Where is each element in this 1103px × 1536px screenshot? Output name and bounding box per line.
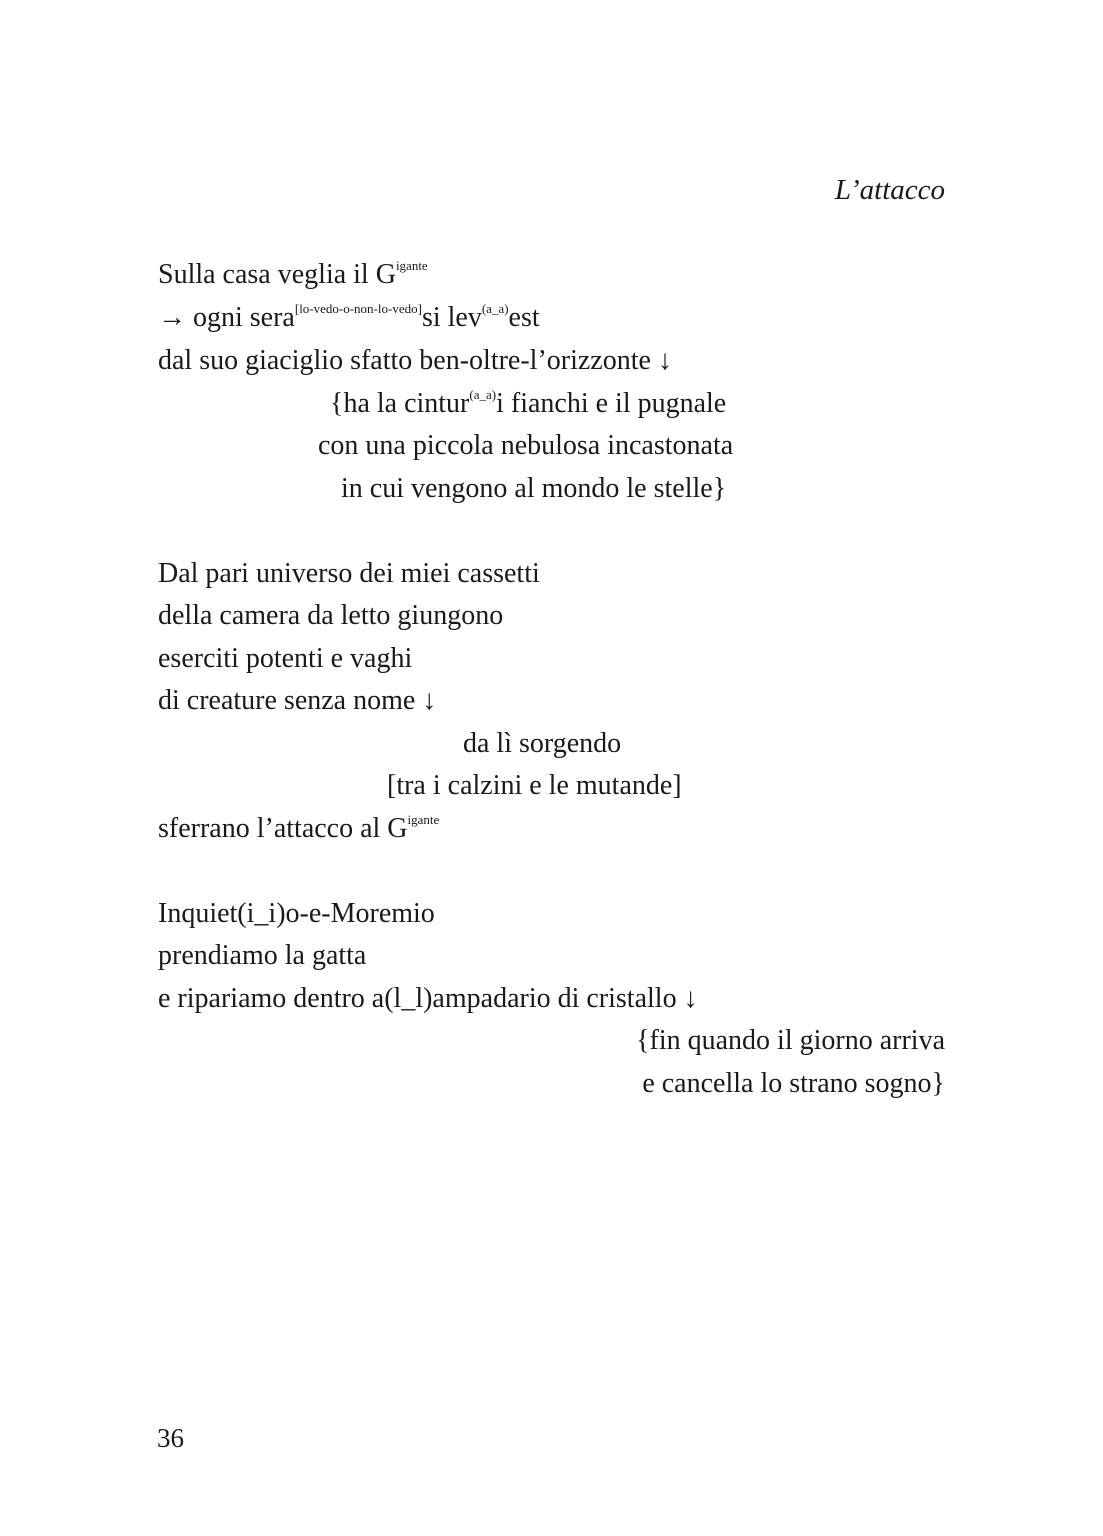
- poem-line: eserciti potenti e vaghi: [158, 643, 413, 674]
- poem-line: della camera da letto giungono: [158, 600, 504, 631]
- line-text: {ha la cintur: [330, 388, 470, 419]
- superscript-text: igante: [407, 812, 440, 827]
- poem-line: in cui vengono al mondo le stelle}: [341, 473, 727, 504]
- poem-line: [tra i calzini e le mutande]: [387, 770, 682, 801]
- poem-line: da lì sorgendo: [463, 728, 622, 759]
- page-number: 36: [157, 1423, 184, 1453]
- poem-line: di creature senza nome ↓: [158, 685, 437, 716]
- superscript-text: igante: [395, 258, 428, 273]
- poem-title: L’attacco: [834, 174, 945, 206]
- poem-line: [330, 383, 726, 429]
- poem-line: dal suo giaciglio sfatto ben-oltre-l’orizzonte ↓: [158, 345, 672, 376]
- line-text: Sulla casa veglia il G: [158, 259, 396, 290]
- poem-line: [158, 808, 439, 854]
- poem-line: [158, 254, 428, 300]
- poem-line: Dal pari universo dei miei cassetti: [158, 558, 540, 589]
- superscript-text: (a_a): [469, 387, 497, 402]
- line-text: i fianchi e il pugnale: [496, 388, 727, 419]
- poem-line: [158, 297, 540, 343]
- superscript-text: (a_a): [481, 301, 509, 316]
- poem-line: e cancella lo strano sogno}: [642, 1068, 945, 1099]
- line-text: est: [508, 302, 540, 333]
- line-text: sferrano l’attacco al G: [158, 813, 408, 844]
- poem-line: con una piccola nebulosa incastonata: [318, 430, 734, 461]
- line-text: si lev: [421, 302, 482, 333]
- poem-line: Inquiet(i_i)o-e-Moremio: [158, 898, 435, 929]
- poem-line: e ripariamo dentro a(l_l)ampadario di cristallo ↓: [158, 983, 698, 1014]
- line-text: → ogni sera: [158, 302, 295, 333]
- poem-line: {fin quando il giorno arriva: [636, 1025, 945, 1056]
- poem-line: prendiamo la gatta: [158, 940, 367, 971]
- superscript-text: [lo-vedo-o-non-lo-vedo]: [294, 301, 422, 316]
